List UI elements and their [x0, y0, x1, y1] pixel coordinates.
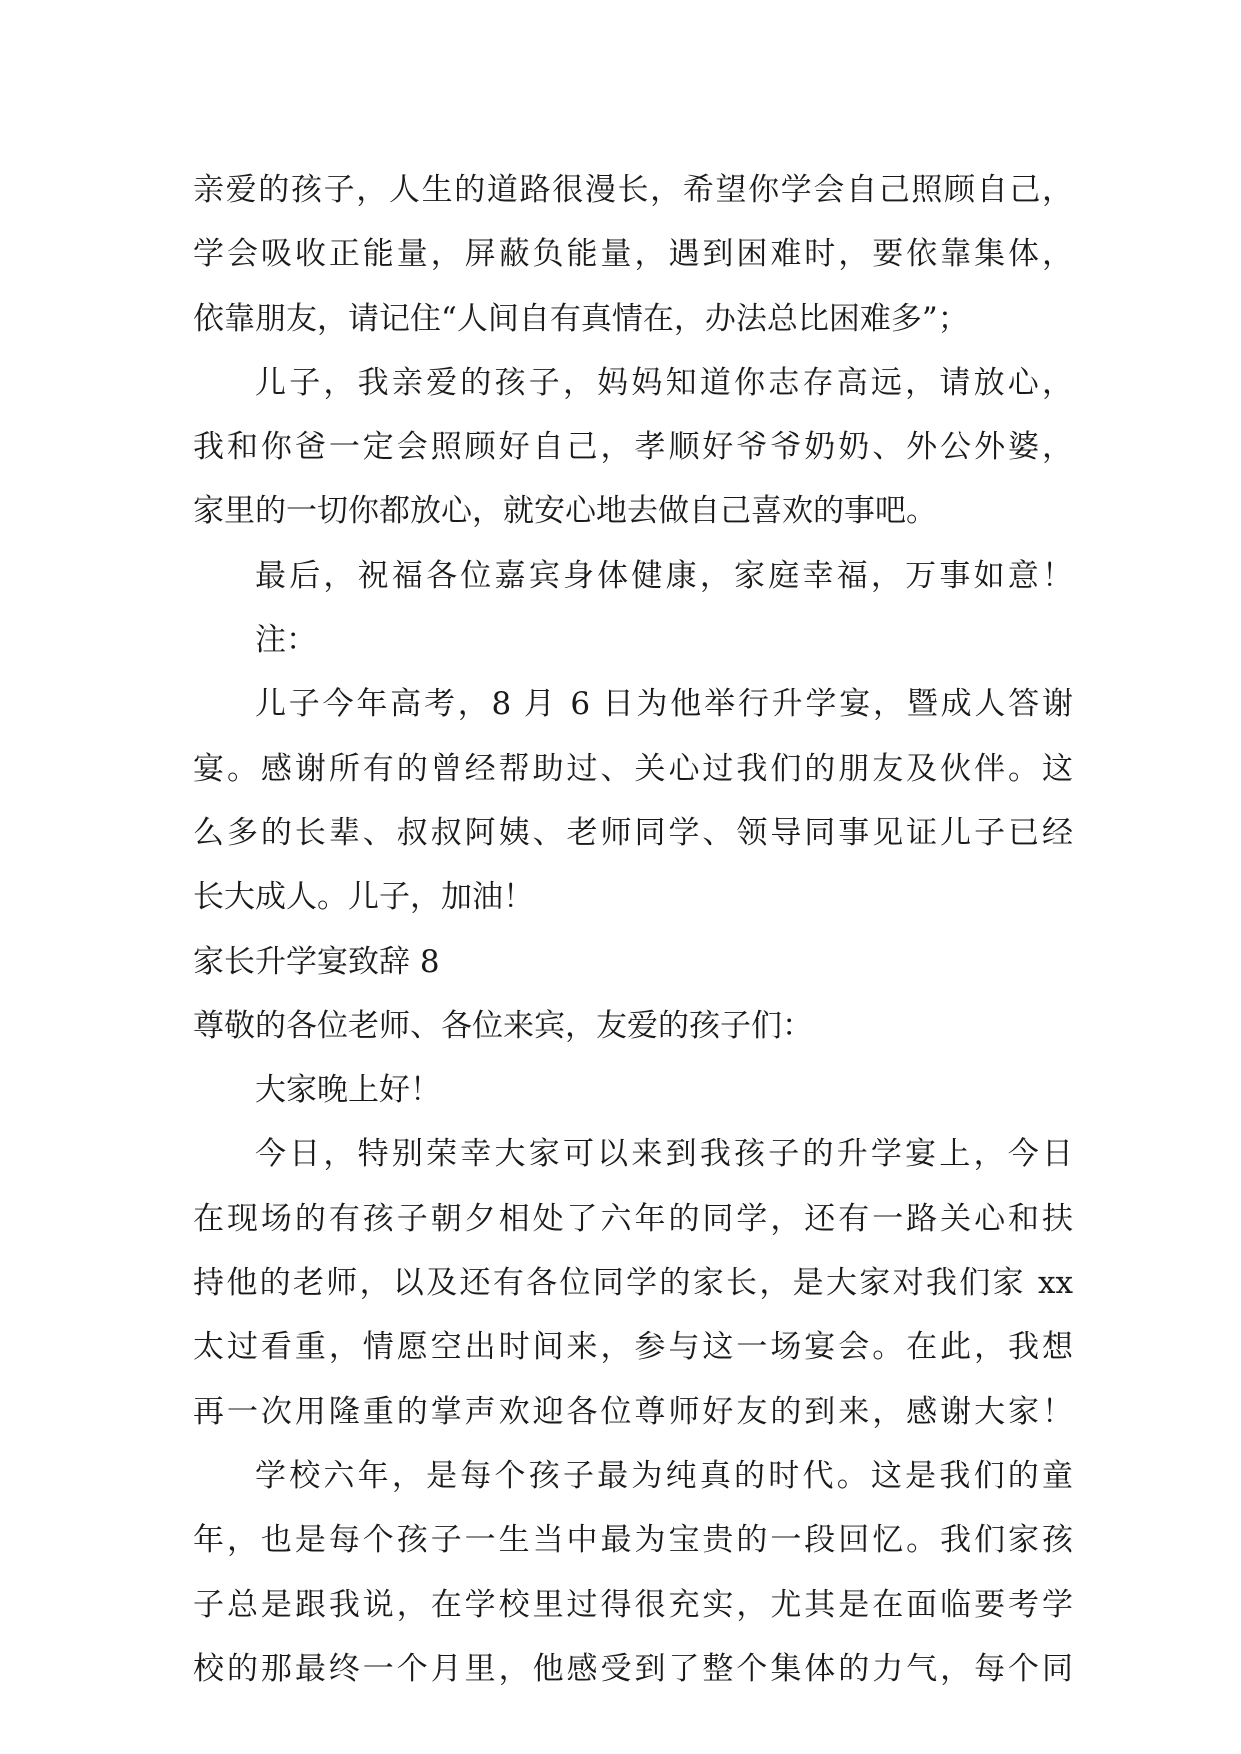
text-line: 持他的老师，以及还有各位同学的家长，是大家对我们家 xx	[193, 1265, 1073, 1302]
document-body	[193, 158, 1073, 1701]
text-line: 在现场的有孩子朝夕相处了六年的同学，还有一路关心和扶	[193, 1200, 1073, 1237]
text-line: 学校六年，是每个孩子最为纯真的时代。这是我们的童	[255, 1457, 1073, 1494]
section-heading: 家长升学宴致辞 8	[193, 943, 440, 980]
text-line: 子总是跟我说，在学校里过得很充实，尤其是在面临要考学	[193, 1586, 1073, 1623]
text-line: 太过看重，情愿空出时间来，参与这一场宴会。在此，我想	[193, 1329, 1073, 1366]
text-line: 注：	[255, 622, 317, 659]
salutation-line: 尊敬的各位老师、各位来宾，友爱的孩子们：	[193, 1007, 813, 1044]
text-line: 家里的一切你都放心，就安心地去做自己喜欢的事吧。	[193, 493, 937, 530]
text-line: 儿子今年高考，8 月 6 日为他举行升学宴，暨成人答谢	[255, 686, 1073, 723]
text-line: 再一次用隆重的掌声欢迎各位尊师好友的到来，感谢大家！	[193, 1393, 1073, 1430]
text-line: 学会吸收正能量，屏蔽负能量，遇到困难时，要依靠集体，	[193, 236, 1073, 273]
text-line: 大家晚上好！	[255, 1072, 441, 1109]
text-line: 亲爱的孩子，人生的道路很漫长，希望你学会自己照顾自己，	[193, 172, 1073, 208]
text-line: 年，也是每个孩子一生当中最为宝贵的一段回忆。我们家孩	[193, 1522, 1073, 1559]
text-line: 宴。感谢所有的曾经帮助过、关心过我们的朋友及伙伴。这	[193, 750, 1073, 787]
text-line: 我和你爸一定会照顾好自己，孝顺好爷爷奶奶、外公外婆，	[193, 429, 1073, 466]
text-line: 今日，特别荣幸大家可以来到我孩子的升学宴上，今日	[255, 1136, 1073, 1173]
text-line: 儿子，我亲爱的孩子，妈妈知道你志存高远，请放心，	[255, 364, 1073, 401]
text-line: 么多的长辈、叔叔阿姨、老师同学、领导同事见证儿子已经	[193, 814, 1073, 851]
text-line: 依靠朋友，请记住“人间自有真情在，办法总比困难多”；	[193, 300, 969, 337]
text-line: 校的那最终一个月里，他感受到了整个集体的力气，每个同	[193, 1650, 1073, 1687]
text-line: 长大成人。儿子，加油！	[193, 879, 534, 916]
text-line: 最后，祝福各位嘉宾身体健康，家庭幸福，万事如意！	[255, 557, 1073, 594]
